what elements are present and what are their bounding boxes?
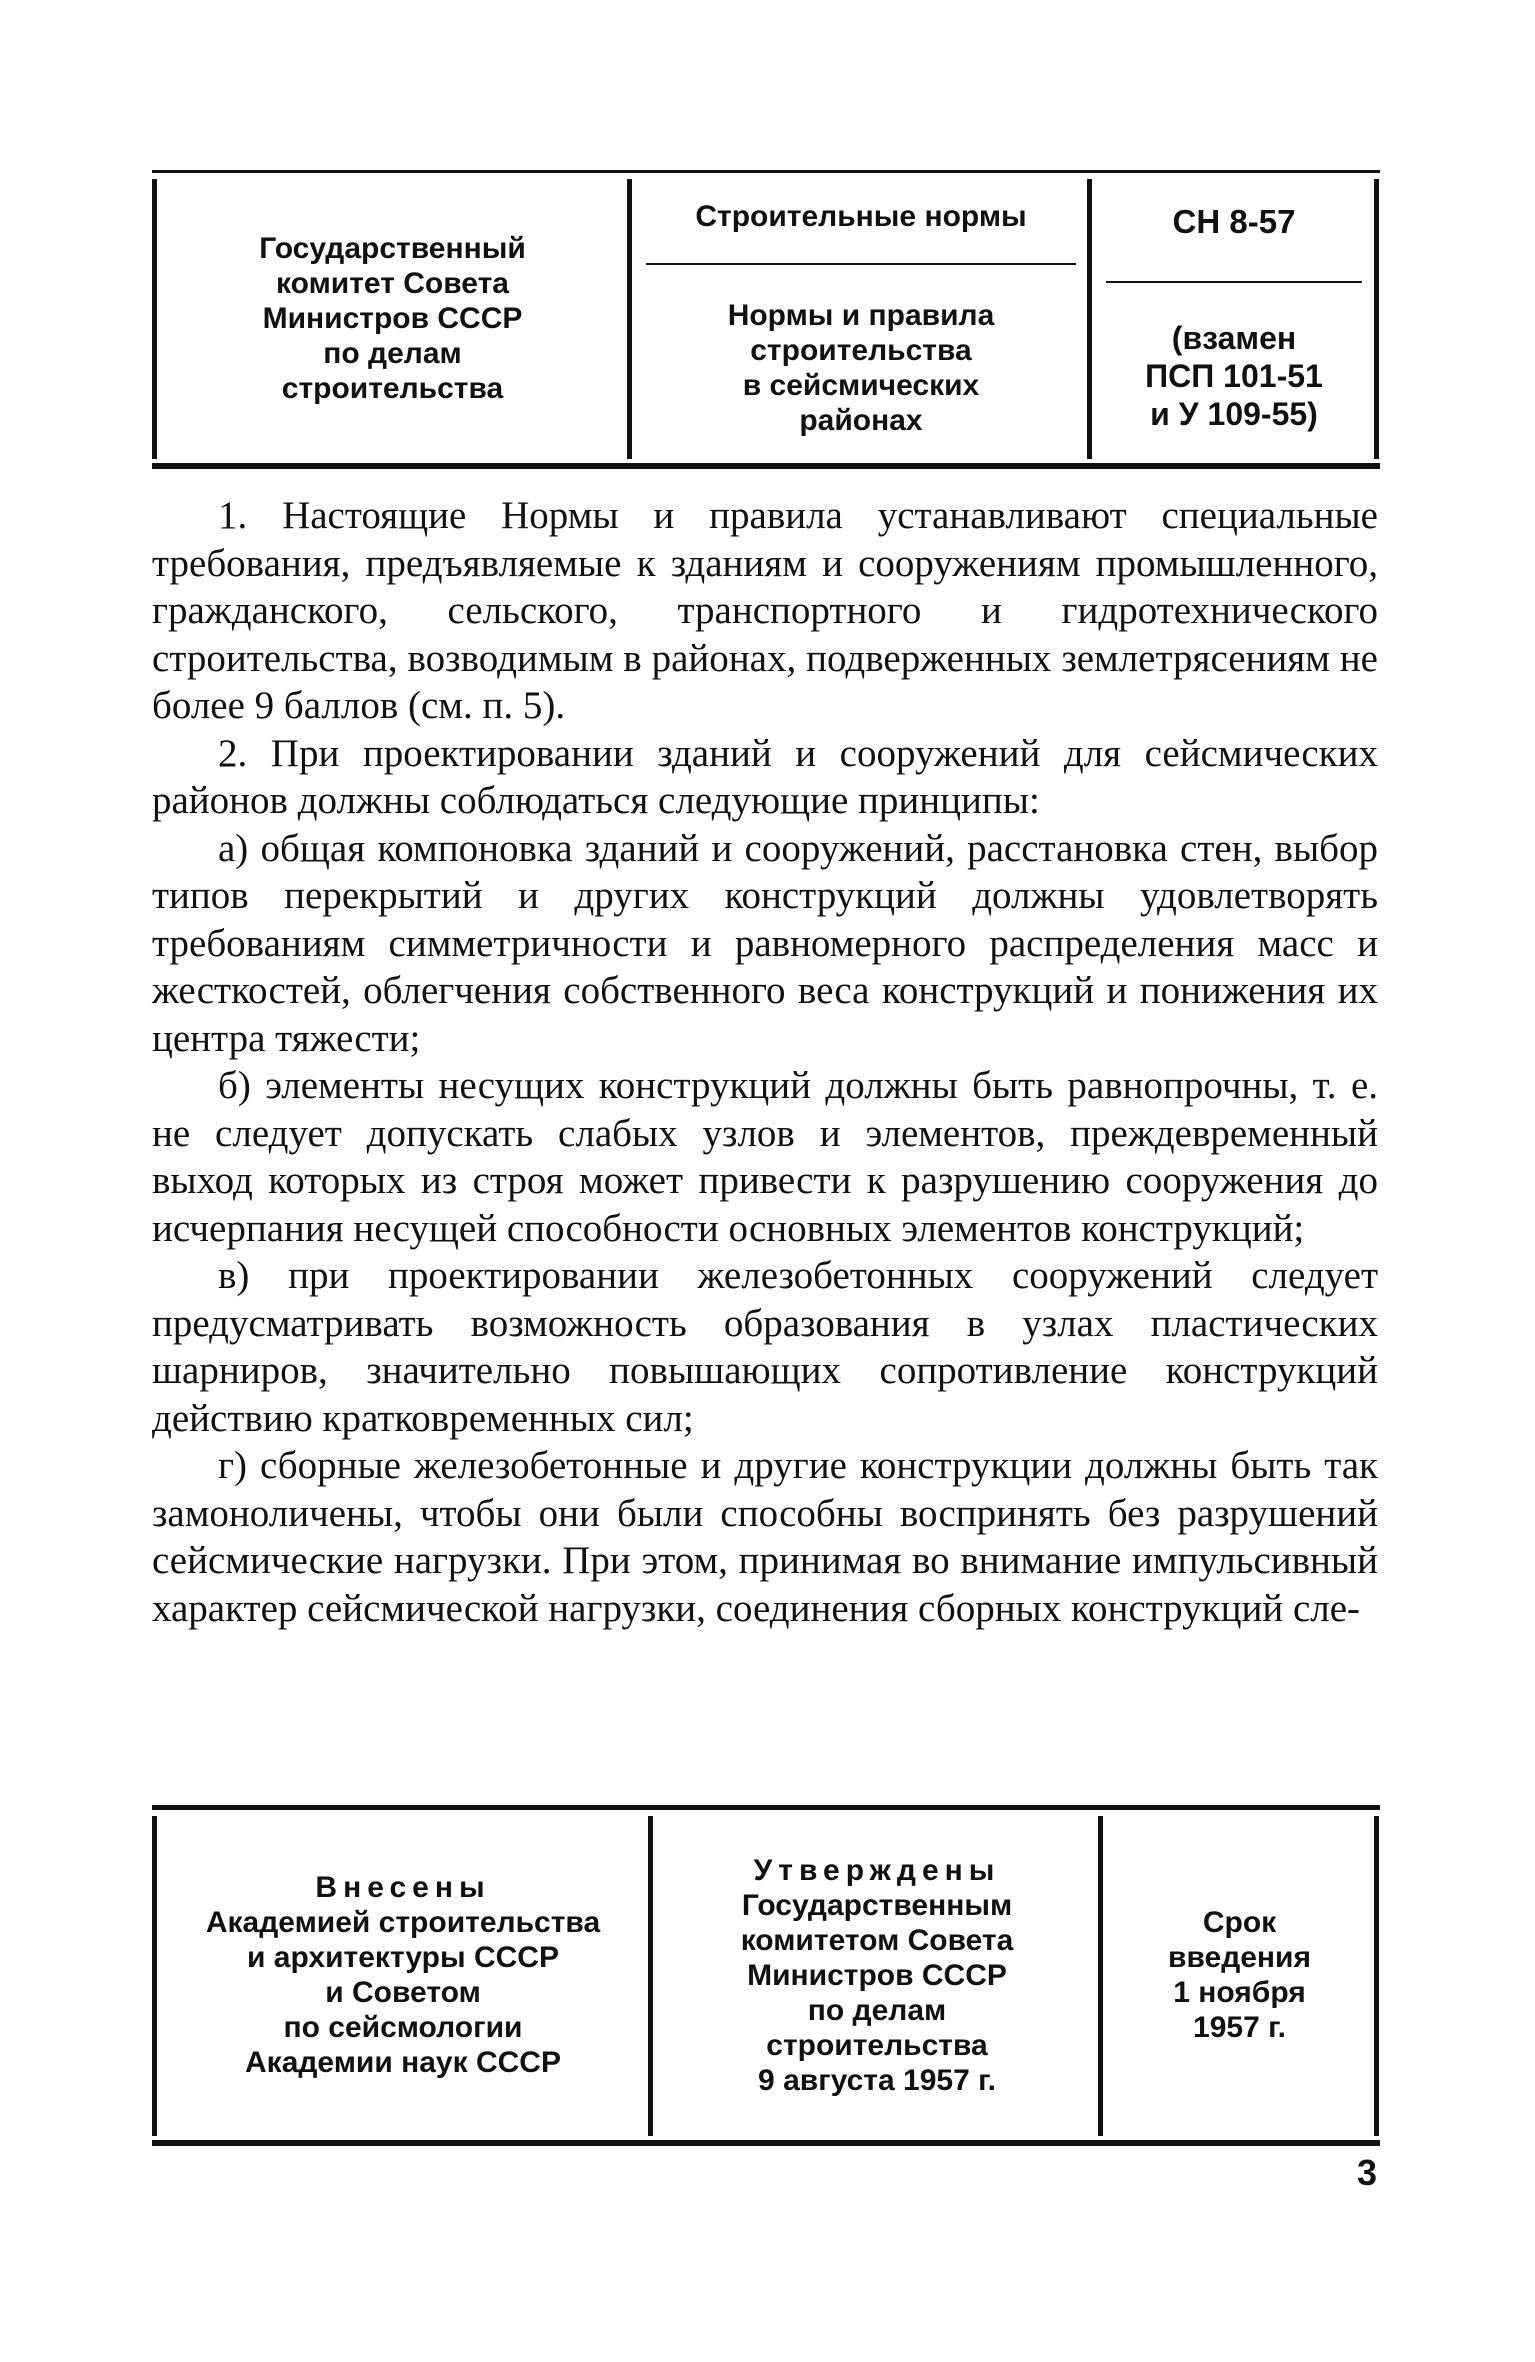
footer-approved-by: Государственным комитетом Совета Министров СССР по делам строительства 9 августа 1957 г. — [740, 1888, 1014, 2097]
main-text — [152, 492, 1378, 1632]
header-doc-title: Нормы и правила строительства в сейсмических районах — [727, 299, 995, 437]
footer-border-left — [152, 1816, 157, 2136]
footer-submitted-cell — [160, 1818, 646, 2132]
item-g: г) сборные железобетонные и другие конструкции должны быть так замоноличены, чтобы они были способны воспринять без разрушений сейсмические нагрузки. При этом, принимая во внимание импульсивный характер сейсмической нагрузки, соединения сборных конструкций сле- — [152, 1444, 1378, 1630]
header-replaces: (взамен ПСП 101-51 и У 109-55) — [1145, 319, 1323, 432]
footer-submitted-by: Академией строительства и архитектуры СССР и Советом по сейсмологии Академии наук СССР — [205, 1906, 601, 2079]
header-committee-cell — [160, 181, 625, 455]
footer-submitted-label: Внесены — [315, 1871, 491, 1904]
item-a: а) общая компоновка зданий и сооружений, расстановка стен, выбор типов перекрытий и других конструкций должны удовлетворять требованиям симметричности и равномерного распределения масс и жесткостей, облегчения собственного веса конструкций и понижения их центра тяжести; — [152, 826, 1378, 1060]
footer-approved-cell — [657, 1818, 1097, 2132]
footer-approved-label: Утверждены — [753, 1853, 1001, 1887]
header-border-right — [1374, 179, 1379, 459]
footer-divider-1 — [648, 1816, 653, 2136]
header-title-cell — [636, 181, 1086, 455]
footer-effective-cell — [1107, 1818, 1372, 2132]
header-code-cell — [1096, 181, 1372, 455]
header-committee: Государственный комитет Совета Министров СССР по делам строительства — [259, 231, 526, 405]
header-code-rule — [1106, 281, 1362, 283]
item-b: б) элементы несущих конструкций должны быть равнопрочны, т. е. не следует допускать слабых узлов и элементов, преждевременный выход которых из строя может привести к разрушению сооружения до исчерпания несущей способности основных элементов конструкций; — [152, 1064, 1378, 1250]
header-divider-1 — [627, 179, 632, 459]
header-doc-type: Строительные нормы — [695, 199, 1027, 233]
item-v: в) при проектировании железобетонных сооружений следует предусматривать возможность образования в узлах пластических шарниров, значительно повышающих сопротивление конструкций действию кратковременных сил; — [152, 1254, 1378, 1440]
header-border-left — [152, 179, 157, 459]
header-table — [152, 170, 1380, 469]
header-divider-2 — [1087, 179, 1092, 459]
footer-submitted-block — [160, 1818, 646, 2132]
footer-effective: Срок введения 1 ноября 1957 г. — [1168, 1906, 1311, 2044]
page-number: 3 — [1356, 2152, 1377, 2193]
footer-table — [152, 1805, 1380, 2146]
footer-divider-2 — [1098, 1816, 1103, 2136]
footer-approved-block — [657, 1818, 1097, 2132]
paragraph-1: 1. Настоящие Нормы и правила устанавливают специальные требования, предъявляемые к зданиям и сооружениям промышленного, гражданского, сельского, транспортного и гидротехнического строительства, возводимым в районах, подверженных землетрясениям не более 9 баллов (см. п. 5). — [152, 494, 1378, 727]
paragraph-2: 2. При проектировании зданий и сооружений для сейсмических районов должны соблюдаться следующие принципы: — [152, 731, 1378, 822]
header-title-rule — [646, 263, 1076, 265]
header-code: СН 8-57 — [1172, 202, 1296, 240]
footer-border-right — [1374, 1816, 1379, 2136]
